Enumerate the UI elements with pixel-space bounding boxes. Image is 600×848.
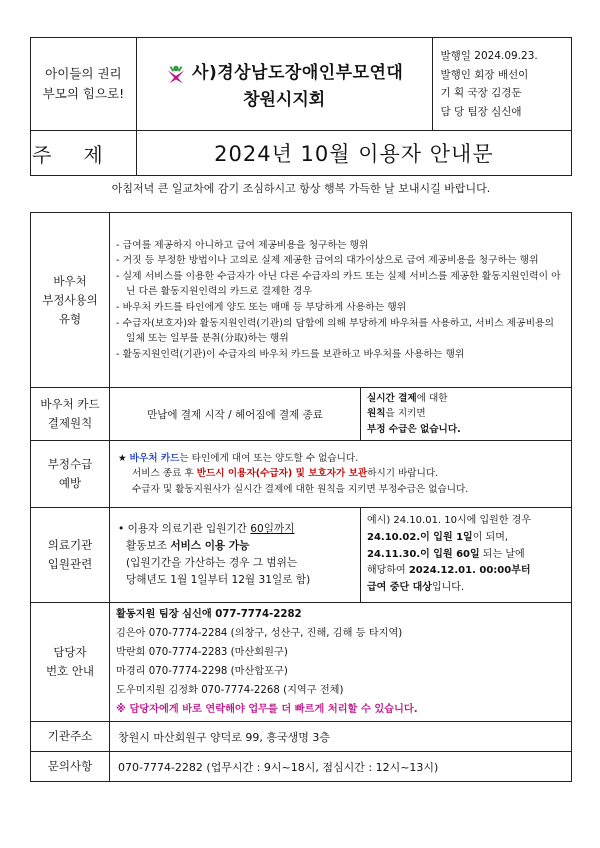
meta-publisher: 발행인 회장 배선이 <box>440 68 529 81</box>
contacts-label-line2: 번호 안내 <box>45 664 95 678</box>
prevention-text: 는 타인에게 대여 또는 양도할 수 없습니다. <box>179 452 359 464</box>
fraud-label-line1: 바우처 <box>53 273 87 288</box>
fraud-label-line3: 유형 <box>58 311 82 326</box>
org-logo-icon <box>165 63 187 85</box>
contacts-note: ※ 담당자에게 바로 연락해야 업무를 더 빠르게 처리할 수 있습니다. <box>116 704 418 715</box>
slogan-cell <box>31 38 137 131</box>
hospital-text: 해당하여 <box>367 565 409 577</box>
payment-realtime: 실시간 결제 <box>367 392 417 404</box>
hospital-text: • 이용자 의료기관 입원기간 <box>118 523 251 535</box>
hospital-range-dates: 당해년도 1월 1일부터 12월 31일로 함) <box>126 574 311 586</box>
hospital-date: 24.10.02. <box>367 531 421 543</box>
star-icon: ★ <box>118 452 127 464</box>
hospital-text: 이 되며, <box>472 531 509 543</box>
contact-line: 활동지원 팀장 심신애 077-7774-2282 <box>116 609 302 620</box>
payment-text: 을 지키면 <box>385 408 426 420</box>
inquiry-hours: (업무시간 : 9시~18시, 점심시간 : 12시~13시) <box>202 760 439 774</box>
inquiry-phone: 070-7774-2282 <box>118 760 203 774</box>
contact-line: 마경리 070-7774-2298 (마산합포구) <box>116 666 288 677</box>
hospital-left <box>110 508 361 603</box>
fraud-item: - 활동지원인력(기관)이 수급자의 바우처 카드를 보관하고 바우처를 사용하는 행위 <box>116 348 465 360</box>
hospital-60days: 60일까지 <box>250 523 295 535</box>
info-table <box>30 212 572 782</box>
prevention-label-line2: 예방 <box>58 476 82 490</box>
meta-date: 발행일 2024.09.23. <box>440 50 538 62</box>
fraud-item: - 급여를 제공하지 아니하고 급여 제공비용을 청구하는 행위 <box>116 239 369 251</box>
prevention-keep: 반드시 이용자(수급자) 및 보호자가 보관 <box>196 468 368 480</box>
contact-line: 도우미지원 김정화 070-7774-2268 (지역구 전체) <box>116 685 344 696</box>
payment-no-fraud: 부정 수급은 없습니다. <box>367 423 461 435</box>
payment-principle: 원칙 <box>367 408 386 420</box>
fraud-label-line2: 부정사용의 <box>42 292 98 307</box>
hospital-text: 되는 날에 <box>479 548 525 560</box>
hospital-range: (입원기간을 가산하는 경우 그 범위는 <box>126 557 298 569</box>
hospital-day1: 이 입원 1일 <box>420 531 473 543</box>
payment-right <box>361 388 572 441</box>
contacts-content <box>110 603 572 722</box>
hospital-available: 서비스 이용 가능 <box>170 540 250 552</box>
prevention-label-line1: 부정수급 <box>47 457 93 471</box>
slogan-line1: 아이들의 권리 <box>45 66 122 81</box>
subject-title: 2024년 10월 이용자 안내문 <box>136 131 571 176</box>
payment-left: 만남에 결제 시작 / 헤어짐에 결제 종료 <box>110 388 361 441</box>
meta-manager: 담 당 팀장 심신애 <box>440 105 522 118</box>
header-table <box>30 37 572 176</box>
meta-cell <box>432 38 572 131</box>
prevention-content <box>110 441 572 508</box>
payment-label <box>31 388 110 441</box>
contact-line: 김은아 070-7774-2284 (의창구, 성산구, 진해, 김해 등 타지역) <box>116 628 403 639</box>
inquiry-label: 문의사항 <box>31 752 110 782</box>
hospital-label <box>31 508 110 603</box>
hospital-stop-date: 2024.12.01. 00:00부터 <box>408 565 531 577</box>
meta-planner: 기 획 국장 김경둔 <box>440 87 522 99</box>
hospital-date: 24.11.30. <box>367 548 421 560</box>
hospital-label-line2: 입원관련 <box>47 557 93 571</box>
payment-label-line2: 결제원칙 <box>47 416 93 430</box>
prevention-text: 서비스 종료 후 <box>132 468 197 480</box>
fraud-item: - 바우처 카드를 타인에게 양도 또는 매매 등 부당하게 사용하는 행위 <box>116 302 407 313</box>
address-value: 창원시 마산회원구 양덕로 99, 흥국생명 3층 <box>110 722 572 752</box>
hospital-example: 예시) 24.10.01. 10시에 입원한 경우 <box>367 515 531 526</box>
prevention-text: 하시기 바랍니다. <box>367 468 439 480</box>
address-label: 기관주소 <box>31 722 110 752</box>
prevention-label <box>31 441 110 508</box>
hospital-day60: 이 입원 60일 <box>420 548 480 560</box>
fraud-item: - 거짓 등 부정한 방법이나 고의로 실제 제공한 급여의 대가이상으로 급여 제공비용을 청구하는 행위 <box>116 255 539 267</box>
prevention-line3: 수급자 및 활동지원사가 실시간 결제에 대한 원칙을 지키면 부정수급은 없습니다. <box>132 483 469 495</box>
hospital-stop: 급여 중단 대상 <box>367 582 432 594</box>
contacts-label <box>31 603 110 722</box>
hospital-label-line1: 의료기관 <box>47 538 93 552</box>
org-cell <box>136 38 432 131</box>
hospital-right <box>361 508 572 603</box>
hospital-text: 활동보조 <box>126 540 171 552</box>
hospital-text: 입니다. <box>431 582 465 594</box>
fraud-item: - 수급자(보호자)와 활동지원인력(기관)의 담합에 의해 부당하게 바우처를 사용하고, 서비스 제공비용의 일체 또는 일부를 분취(分取)하는 행위 <box>116 317 554 345</box>
contacts-label-line1: 담당자 <box>53 645 87 659</box>
inquiry-value <box>110 752 572 782</box>
fraud-list <box>110 213 572 388</box>
subject-label: 주제 <box>31 131 137 176</box>
fraud-label <box>31 213 110 388</box>
org-name: 사)경상남도장애인부모연대 <box>192 63 404 84</box>
greeting: 아침저녁 큰 일교차에 감기 조심하시고 항상 행복 가득한 날 보내시길 바랍니다. <box>111 182 491 195</box>
payment-label-line1: 바우처 카드 <box>40 397 100 411</box>
contact-line: 박란희 070-7774-2283 (마산회원구) <box>116 647 288 658</box>
fraud-item: - 실제 서비스를 이용한 수급자가 아닌 다른 수급자의 카드 또는 실제 서비스를 제공한 활동지원인력이 아닌 다른 활동지원인력의 카드로 결제한 경우 <box>116 270 561 298</box>
org-branch: 창원시지회 <box>243 89 326 110</box>
slogan-line2: 부모의 힘으로! <box>42 86 125 101</box>
payment-text: 에 대한 <box>416 392 448 404</box>
prevention-card: 바우처 카드 <box>129 452 180 464</box>
